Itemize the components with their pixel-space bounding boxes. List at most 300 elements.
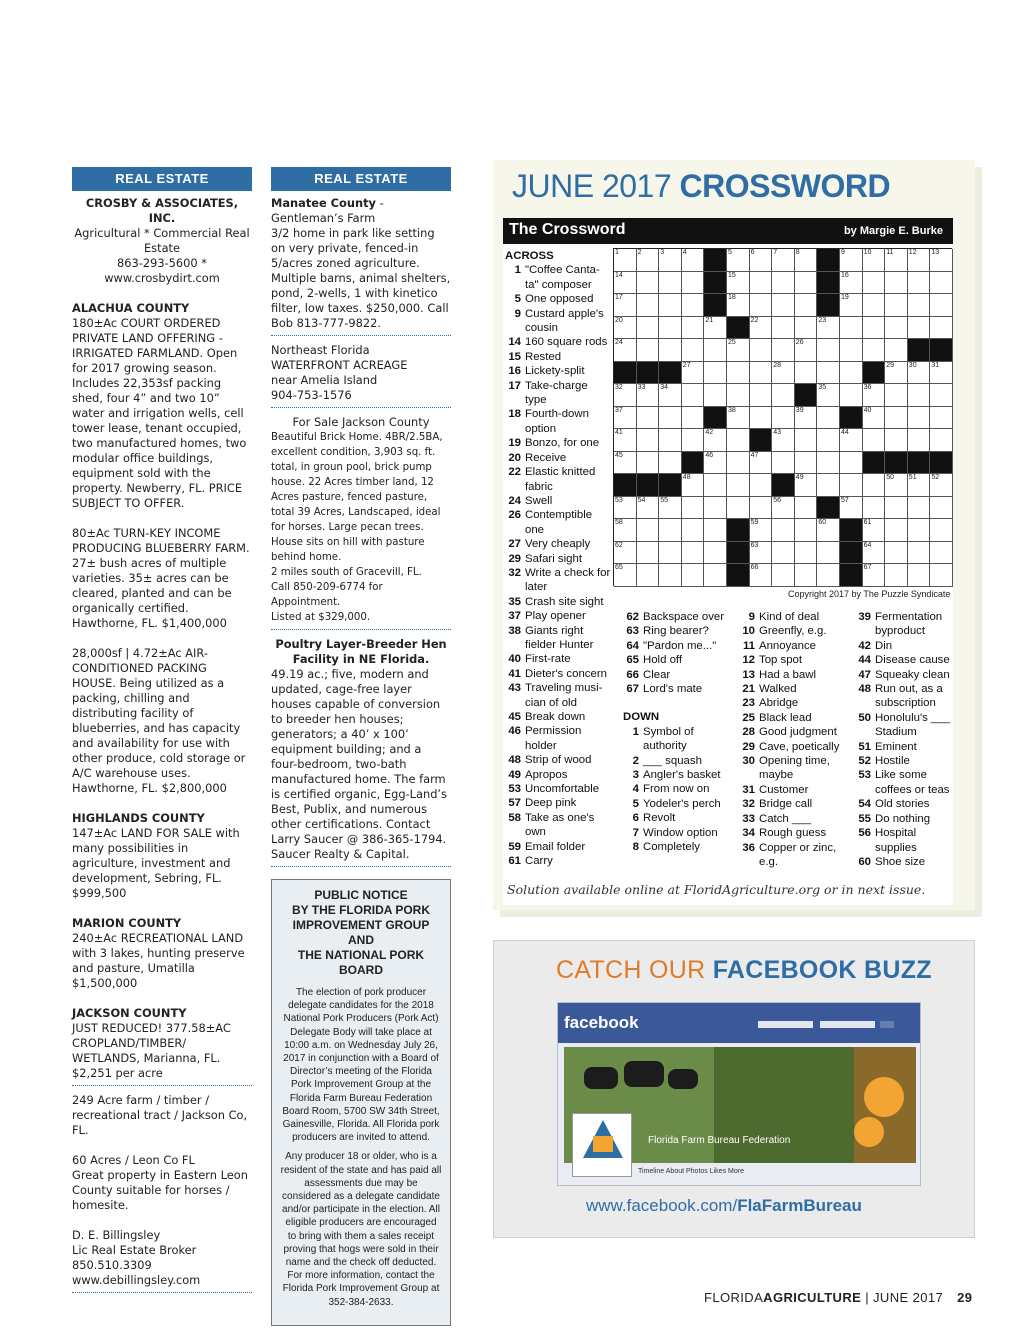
grid-cell[interactable]: [817, 564, 840, 587]
grid-cell[interactable]: [885, 362, 908, 385]
grid-cell[interactable]: [682, 497, 705, 520]
down-heading: DOWN: [623, 711, 660, 724]
grid-cell[interactable]: [840, 362, 863, 385]
cell-number: 67: [863, 564, 872, 572]
grid-cell[interactable]: [795, 497, 818, 520]
grid-cell[interactable]: [614, 294, 637, 317]
grid-cell[interactable]: [772, 362, 795, 385]
facebook-tabs: Timeline About Photos Likes More: [638, 1168, 744, 1175]
grid-cell[interactable]: [637, 497, 660, 520]
grid-cell[interactable]: [772, 294, 795, 317]
grid-cell[interactable]: [840, 249, 863, 272]
grid-cell[interactable]: [885, 542, 908, 565]
clue-number: 9: [748, 611, 755, 623]
clue-number: 51: [858, 740, 871, 753]
grid-cell[interactable]: [772, 249, 795, 272]
grid-block: [817, 497, 840, 520]
grid-cell[interactable]: [863, 497, 886, 520]
grid-cell[interactable]: [863, 294, 886, 317]
grid-cell[interactable]: [637, 339, 660, 362]
grid-cell[interactable]: [772, 564, 795, 587]
grid-cell[interactable]: [908, 474, 931, 497]
grid-block: [614, 362, 637, 385]
grid-cell[interactable]: [840, 339, 863, 362]
divider: [271, 407, 451, 408]
clue: [855, 639, 955, 653]
grid-cell[interactable]: [772, 519, 795, 542]
grid-cell[interactable]: [750, 407, 773, 430]
grid-block: [817, 272, 840, 295]
grid-cell[interactable]: [637, 429, 660, 452]
grid-block: [727, 519, 750, 542]
grid-cell[interactable]: [659, 497, 682, 520]
grid-cell[interactable]: [885, 339, 908, 362]
grid-cell[interactable]: [930, 429, 953, 452]
grid-cell[interactable]: [885, 249, 908, 272]
cell-number: 1: [615, 249, 619, 256]
grid-cell[interactable]: [750, 564, 773, 587]
clue: [739, 783, 851, 797]
clue-text: From now on: [643, 783, 710, 796]
grid-cell[interactable]: [750, 362, 773, 385]
grid-cell[interactable]: [795, 452, 818, 475]
grid-cell[interactable]: [727, 497, 750, 520]
grid-cell[interactable]: [885, 294, 908, 317]
clue: [505, 681, 611, 710]
grid-cell[interactable]: [863, 384, 886, 407]
crossword-author: by Margie E. Burke: [843, 225, 943, 237]
clue-number: 13: [742, 668, 755, 681]
jackson-sale-title: For Sale Jackson County: [292, 415, 430, 429]
grid-cell[interactable]: [750, 542, 773, 565]
clue: [505, 840, 611, 854]
grid-cell[interactable]: [795, 407, 818, 430]
grid-cell[interactable]: [908, 249, 931, 272]
grid-cell[interactable]: [659, 407, 682, 430]
grid-cell[interactable]: [863, 474, 886, 497]
clue-number: 26: [508, 509, 521, 522]
clue: [505, 753, 611, 767]
grid-cell[interactable]: [682, 519, 705, 542]
cell-number: 45: [615, 451, 623, 459]
clue: [739, 740, 851, 754]
grid-cell[interactable]: [727, 407, 750, 430]
clue: [505, 854, 611, 868]
clue-number: 40: [508, 653, 521, 666]
grid-cell[interactable]: [750, 272, 773, 295]
grid-cell[interactable]: [637, 272, 660, 295]
cell-number: 37: [615, 406, 623, 414]
grid-cell[interactable]: [659, 294, 682, 317]
grid-cell[interactable]: [817, 317, 840, 340]
clue-number: 41: [508, 667, 521, 680]
clue: [505, 335, 611, 349]
grid-cell[interactable]: [704, 519, 727, 542]
grid-cell[interactable]: [637, 452, 660, 475]
grid-cell[interactable]: [817, 407, 840, 430]
grid-cell[interactable]: [863, 429, 886, 452]
clue-number: 10: [742, 625, 755, 638]
grid-cell[interactable]: [637, 542, 660, 565]
grid-cell[interactable]: [885, 497, 908, 520]
grid-cell[interactable]: [750, 339, 773, 362]
grid-cell[interactable]: [908, 384, 931, 407]
grid-cell[interactable]: [682, 362, 705, 385]
grid-cell[interactable]: [659, 429, 682, 452]
grid-cell[interactable]: [614, 272, 637, 295]
grid-cell[interactable]: [930, 317, 953, 340]
clue: [855, 797, 955, 811]
grid-cell[interactable]: [682, 407, 705, 430]
grid-cell[interactable]: [704, 564, 727, 587]
grid-cell[interactable]: [614, 317, 637, 340]
grid-cell[interactable]: [637, 407, 660, 430]
grid-cell[interactable]: [840, 294, 863, 317]
clue: [855, 812, 955, 826]
grid-cell[interactable]: [727, 474, 750, 497]
crossword-bar-title: The Crossword: [509, 221, 626, 238]
grid-cell[interactable]: [614, 519, 637, 542]
grid-cell[interactable]: [750, 294, 773, 317]
grid-cell[interactable]: [930, 407, 953, 430]
grid-cell[interactable]: [930, 272, 953, 295]
clue-text: Take-charge type: [525, 379, 588, 407]
grid-cell[interactable]: [863, 407, 886, 430]
grid-cell[interactable]: [908, 362, 931, 385]
grid-cell[interactable]: [885, 317, 908, 340]
grid-cell[interactable]: [614, 249, 637, 272]
grid-cell[interactable]: [885, 272, 908, 295]
grid-cell[interactable]: [659, 317, 682, 340]
clue-number: 11: [742, 639, 755, 652]
grid-cell[interactable]: [614, 339, 637, 362]
cell-number: 4: [682, 249, 687, 256]
cell-number: 6: [750, 249, 755, 256]
clue-number: 35: [508, 595, 521, 608]
grid-cell[interactable]: [659, 452, 682, 475]
crossword-title-word: CROSSWORD: [679, 168, 891, 204]
clue-number: 2: [632, 754, 639, 767]
grid-cell[interactable]: [885, 474, 908, 497]
grid-cell[interactable]: [908, 542, 931, 565]
grid-cell[interactable]: [840, 317, 863, 340]
clue-number: 1: [632, 725, 639, 738]
grid-cell[interactable]: [750, 452, 773, 475]
grid-cell[interactable]: [750, 519, 773, 542]
grid-block: [930, 339, 953, 362]
clue-number: 9: [514, 307, 521, 320]
grid-cell[interactable]: [682, 294, 705, 317]
grid-cell[interactable]: [727, 294, 750, 317]
grid-cell[interactable]: [772, 542, 795, 565]
cell-number: 31: [931, 361, 940, 369]
public-notice: [271, 879, 451, 1326]
jackson-sale-listing: Beautiful Brick Home. 4BR/2.5BA, excellent condition, 3,903 sq. ft. total, in groun pool, brick pump house. 22 Acres timber land, 12 Acres pasture, fenced pasture, total 39 Acres, Landscaped, ideal for horses. Large pecan trees. House sits on hill with pasture behind home. 2 miles south of Gracevill, FL. Call 850-209-6774 for Appointment. Listed at $329,000.: [271, 432, 443, 623]
grid-cell[interactable]: [908, 429, 931, 452]
clue-number: 39: [858, 611, 871, 623]
grid-cell[interactable]: [863, 317, 886, 340]
clue-text: Copper or zinc, e.g.: [759, 841, 837, 868]
grid-cell[interactable]: [863, 339, 886, 362]
grid-cell[interactable]: [795, 339, 818, 362]
grid-cell[interactable]: [840, 429, 863, 452]
grid-cell[interactable]: [659, 249, 682, 272]
grid-cell[interactable]: [772, 407, 795, 430]
grid-cell[interactable]: [704, 384, 727, 407]
grid-cell[interactable]: [772, 384, 795, 407]
grid-cell[interactable]: [930, 474, 953, 497]
grid-cell[interactable]: [704, 452, 727, 475]
grid-cell[interactable]: [659, 339, 682, 362]
grid-cell[interactable]: [659, 519, 682, 542]
grid-cell[interactable]: [863, 249, 886, 272]
grid-cell[interactable]: [930, 542, 953, 565]
grid-cell[interactable]: [772, 317, 795, 340]
grid-cell[interactable]: [908, 497, 931, 520]
grid-cell[interactable]: [930, 249, 953, 272]
grid-cell[interactable]: [704, 429, 727, 452]
grid-cell[interactable]: [772, 429, 795, 452]
poultry-title: Poultry Layer-Breeder Hen Facility in NE Florida.: [275, 637, 447, 666]
grid-cell[interactable]: [614, 542, 637, 565]
clue-text: Bridge call: [759, 798, 813, 811]
grid-cell[interactable]: [727, 429, 750, 452]
grid-cell[interactable]: [704, 542, 727, 565]
page-footer: [704, 1290, 972, 1305]
clue-text: Uncomfortable: [525, 783, 600, 796]
clue-number: 59: [508, 840, 521, 853]
clue: [623, 782, 731, 796]
grid-cell[interactable]: [727, 249, 750, 272]
grid-cell[interactable]: [659, 384, 682, 407]
grid-cell[interactable]: [908, 294, 931, 317]
grid-cell[interactable]: [682, 272, 705, 295]
clue-text: Bonzo, for one: [525, 437, 600, 450]
clue-number: 31: [742, 783, 755, 796]
grid-cell[interactable]: [817, 519, 840, 542]
clue-number: 4: [632, 783, 639, 796]
clue-text: Permission holder: [525, 725, 582, 752]
grid-cell[interactable]: [727, 272, 750, 295]
grid-cell[interactable]: [795, 429, 818, 452]
grid-cell[interactable]: [727, 452, 750, 475]
grid-cell[interactable]: [614, 452, 637, 475]
grid-cell[interactable]: [727, 384, 750, 407]
grid-cell[interactable]: [682, 249, 705, 272]
clue-number: 21: [742, 683, 755, 696]
cell-number: 17: [615, 294, 623, 302]
grid-cell[interactable]: [704, 339, 727, 362]
clue-text: Rough guess: [759, 827, 827, 840]
grid-cell[interactable]: [885, 384, 908, 407]
grid-cell[interactable]: [863, 542, 886, 565]
cell-number: 58: [615, 519, 623, 527]
grid-cell[interactable]: [817, 452, 840, 475]
grid-cell[interactable]: [637, 519, 660, 542]
clue-number: 50: [858, 711, 871, 724]
clue-number: 47: [858, 668, 871, 681]
grid-cell[interactable]: [659, 272, 682, 295]
grid-cell[interactable]: [863, 519, 886, 542]
crossword-grid: [613, 248, 952, 586]
grid-cell[interactable]: [682, 429, 705, 452]
facebook-url[interactable]: [586, 1196, 862, 1216]
clue-number: 57: [508, 797, 521, 810]
grid-cell[interactable]: [682, 317, 705, 340]
grid-cell[interactable]: [750, 384, 773, 407]
grid-cell[interactable]: [863, 564, 886, 587]
cell-number: 16: [841, 271, 849, 279]
grid-cell[interactable]: [840, 497, 863, 520]
clue: [505, 566, 611, 595]
grid-cell[interactable]: [614, 407, 637, 430]
alachua-listing: 180±Ac COURT ORDERED PRIVATE LAND OFFERING - IRRIGATED FARMLAND. Open for 2017 growing season. Includes 22,353sf packing shed, four 4” and two 10” water and irrigation wells, cell tower lease, tenant occupied, two manufactured homes, two modular office buildings, equipment sold with the property. Newberry, FL. PRICE SUBJECT TO OFFER.: [72, 316, 247, 510]
grid-block: [908, 339, 931, 362]
magazine-name-heavy: AGRICULTURE: [763, 1290, 862, 1305]
grid-cell[interactable]: [795, 542, 818, 565]
clue-text: Contemptible one: [525, 509, 593, 536]
grid-cell[interactable]: [817, 362, 840, 385]
grid-cell[interactable]: [682, 542, 705, 565]
clue-text: Break down: [525, 711, 586, 723]
grid-cell[interactable]: [908, 519, 931, 542]
grid-cell[interactable]: [614, 497, 637, 520]
grid-cell[interactable]: [885, 564, 908, 587]
clue-text: Disease cause: [875, 654, 950, 667]
grid-cell[interactable]: [682, 564, 705, 587]
grid-cell[interactable]: [704, 317, 727, 340]
clue-text: Annoyance: [759, 639, 816, 652]
grid-cell[interactable]: [885, 407, 908, 430]
grid-cell[interactable]: [637, 317, 660, 340]
clue-number: 44: [858, 654, 871, 667]
grid-cell[interactable]: [930, 362, 953, 385]
crosby-name: CROSBY & ASSOCIATES, INC.: [85, 196, 239, 225]
grid-cell[interactable]: [930, 294, 953, 317]
grid-cell[interactable]: [750, 497, 773, 520]
grid-block: [863, 362, 886, 385]
grid-cell[interactable]: [772, 339, 795, 362]
grid-cell[interactable]: [659, 542, 682, 565]
grid-cell[interactable]: [750, 317, 773, 340]
grid-cell[interactable]: [930, 519, 953, 542]
grid-cell[interactable]: [817, 542, 840, 565]
clue-text: Very cheaply: [525, 538, 591, 551]
clue: [505, 796, 611, 810]
grid-cell[interactable]: [885, 519, 908, 542]
grid-cell[interactable]: [840, 474, 863, 497]
cell-number: 21: [705, 316, 714, 324]
grid-cell[interactable]: [795, 294, 818, 317]
grid-cell[interactable]: [885, 429, 908, 452]
grid-cell[interactable]: [637, 564, 660, 587]
grid-cell[interactable]: [750, 474, 773, 497]
clue-number: 27: [508, 538, 521, 551]
clues-column-3: [739, 610, 851, 869]
clue-text: Angler's basket: [643, 769, 721, 782]
grid-cell[interactable]: [795, 272, 818, 295]
grid-cell[interactable]: [795, 249, 818, 272]
grid-cell[interactable]: [637, 249, 660, 272]
grid-cell[interactable]: [817, 339, 840, 362]
divider: [72, 1085, 252, 1086]
crossword-solution-note: Solution available online at FloridAgriculture.org or in next issue.: [507, 882, 926, 897]
grid-cell[interactable]: [795, 362, 818, 385]
grid-cell[interactable]: [908, 272, 931, 295]
clue: [505, 552, 611, 566]
cell-number: 43: [773, 429, 781, 437]
grid-cell[interactable]: [772, 272, 795, 295]
grid-cell[interactable]: [908, 407, 931, 430]
grid-cell[interactable]: [750, 249, 773, 272]
grid-cell[interactable]: [795, 474, 818, 497]
grid-cell[interactable]: [614, 564, 637, 587]
grid-cell[interactable]: [637, 294, 660, 317]
grid-cell[interactable]: [614, 429, 637, 452]
grid-cell[interactable]: [614, 384, 637, 407]
clue-text: Apropos: [525, 768, 568, 781]
grid-cell[interactable]: [682, 474, 705, 497]
grid-cell[interactable]: [637, 384, 660, 407]
grid-cell[interactable]: [908, 317, 931, 340]
clue: [855, 682, 955, 711]
clue-number: 37: [508, 610, 521, 623]
cell-number: 28: [773, 361, 781, 369]
clue-number: 48: [858, 683, 871, 696]
grid-cell[interactable]: [840, 384, 863, 407]
grid-cell[interactable]: [727, 339, 750, 362]
facebook-logo: facebook: [564, 1013, 639, 1032]
grid-cell[interactable]: [704, 474, 727, 497]
cell-number: 46: [705, 451, 714, 459]
grid-block: [727, 542, 750, 565]
grid-cell[interactable]: [817, 429, 840, 452]
across-heading: ACROSS: [505, 250, 554, 262]
grid-cell[interactable]: [704, 362, 727, 385]
clue-text: Run out, as a subscription: [875, 683, 943, 710]
grid-cell[interactable]: [908, 564, 931, 587]
clue-text: Clear: [643, 668, 671, 681]
grid-cell[interactable]: [840, 452, 863, 475]
grid-cell[interactable]: [930, 384, 953, 407]
grid-cell[interactable]: [930, 564, 953, 587]
clue: [505, 364, 611, 378]
grid-cell[interactable]: [863, 272, 886, 295]
grid-cell[interactable]: [817, 384, 840, 407]
grid-cell[interactable]: [795, 519, 818, 542]
grid-cell[interactable]: [772, 497, 795, 520]
clue-text: Walked: [759, 683, 797, 696]
grid-cell[interactable]: [727, 362, 750, 385]
clue-number: 28: [742, 726, 755, 739]
grid-cell[interactable]: [682, 384, 705, 407]
grid-cell[interactable]: [930, 497, 953, 520]
grid-cell[interactable]: [772, 452, 795, 475]
grid-cell[interactable]: [795, 564, 818, 587]
grid-cell[interactable]: [795, 317, 818, 340]
clue: [739, 797, 851, 811]
grid-cell[interactable]: [704, 497, 727, 520]
grid-cell[interactable]: [682, 339, 705, 362]
grid-cell[interactable]: [659, 564, 682, 587]
grid-cell[interactable]: [817, 474, 840, 497]
clue: [505, 782, 611, 796]
grid-block: [659, 474, 682, 497]
clue: [623, 668, 731, 682]
cell-number: 60: [818, 519, 827, 527]
grid-cell[interactable]: [840, 272, 863, 295]
clue-number: 60: [858, 855, 871, 868]
